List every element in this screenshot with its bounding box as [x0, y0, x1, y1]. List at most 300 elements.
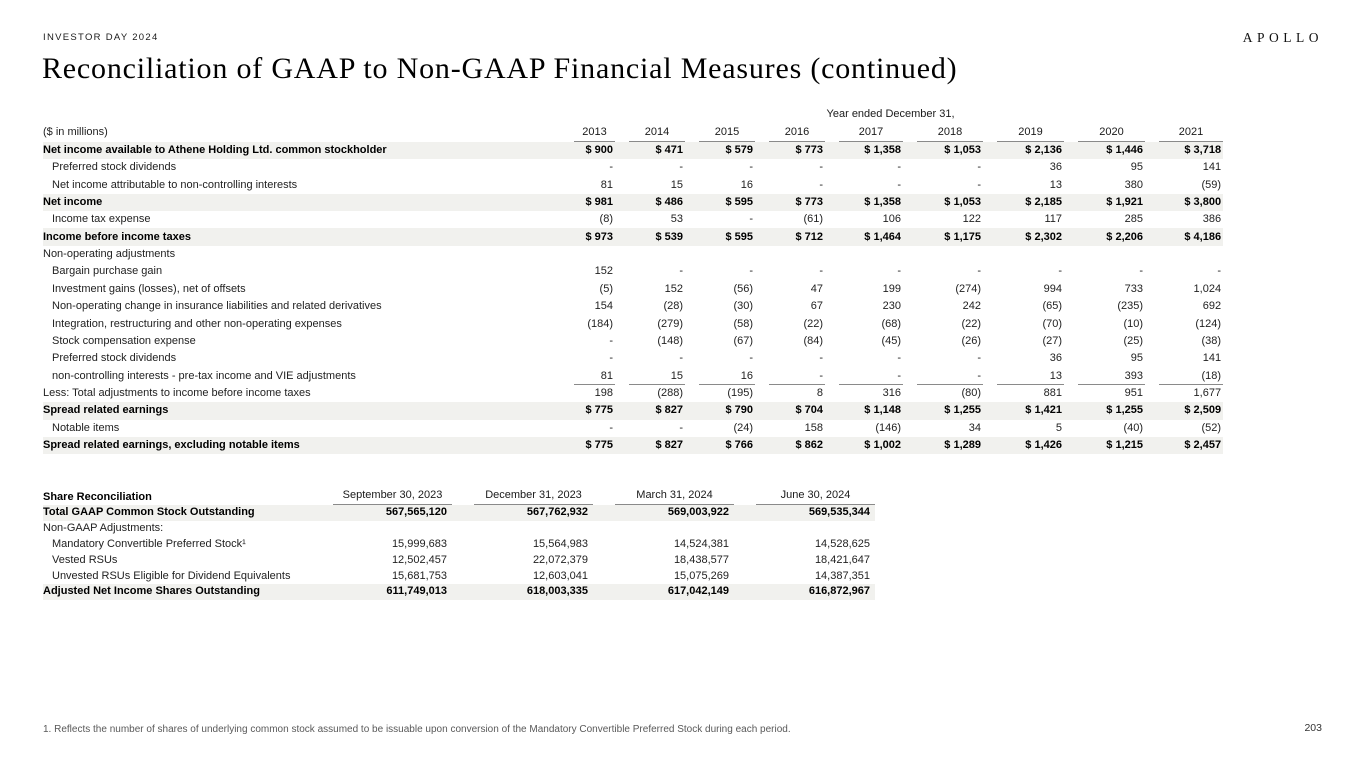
row-value	[615, 281, 685, 298]
row-value	[825, 142, 903, 159]
row-value	[560, 176, 615, 193]
value-text: 34	[968, 421, 981, 434]
value-text: 1,024	[1193, 282, 1222, 295]
row-value: 12,502,457	[391, 553, 447, 566]
value-text: $ 1,421	[1025, 404, 1062, 417]
row-value	[983, 298, 1064, 315]
table-row	[43, 437, 1223, 454]
value-text: 122	[962, 213, 981, 226]
year-label: 2021	[1159, 126, 1223, 142]
row-value	[1145, 402, 1223, 419]
value-text: (18)	[1159, 368, 1223, 385]
row-value	[755, 367, 825, 384]
value-text: $ 3,800	[1184, 195, 1222, 208]
value-text: $ 712	[795, 230, 823, 243]
value-text: (148)	[657, 334, 683, 347]
year-ended-header: Year ended December 31,	[826, 108, 955, 121]
row-value	[825, 194, 903, 211]
value-text: (24)	[733, 421, 753, 434]
value-text: 393	[1078, 368, 1145, 385]
row-value	[825, 263, 903, 280]
row-value	[903, 159, 983, 176]
value-text: -	[609, 161, 613, 174]
row-value	[1145, 420, 1223, 437]
row-value: 569,003,922	[593, 505, 734, 521]
value-text: (27)	[1042, 334, 1062, 347]
table-row	[43, 333, 1223, 350]
row-value	[983, 333, 1064, 350]
row-value	[685, 298, 755, 315]
row-value	[983, 263, 1064, 280]
value-text: $ 471	[655, 143, 683, 156]
investor-day-label: INVESTOR DAY 2024	[43, 32, 159, 43]
row-label: Non-operating change in insurance liabilities and related derivatives	[52, 300, 382, 313]
row-value	[560, 350, 615, 367]
value-text: $ 790	[725, 404, 753, 417]
row-value	[1064, 194, 1145, 211]
value-text: -	[609, 421, 613, 434]
row-value	[825, 402, 903, 419]
row-value	[685, 350, 755, 367]
year-label: 2016	[769, 126, 825, 142]
value-text: $ 862	[795, 439, 823, 452]
row-value	[1064, 263, 1145, 280]
row-value	[903, 246, 983, 263]
value-text: 316	[882, 387, 901, 399]
value-text: 152	[664, 282, 683, 295]
row-value	[755, 228, 825, 245]
date-label: September 30, 2023	[333, 489, 452, 505]
row-value	[825, 211, 903, 228]
apollo-logo: APOLLO	[1242, 30, 1323, 45]
value-text: 16	[699, 368, 755, 385]
table-row	[43, 568, 875, 584]
share-header-row	[43, 489, 875, 505]
row-value	[903, 367, 983, 384]
value-text: -	[977, 178, 981, 191]
value-text: 36	[1049, 352, 1062, 365]
value-text: (61)	[803, 213, 823, 226]
row-value	[615, 211, 685, 228]
value-text: $ 2,302	[1025, 230, 1062, 243]
value-text: -	[749, 352, 753, 365]
row-label: Less: Total adjustments to income before income taxes	[43, 387, 311, 399]
value-text: (184)	[587, 317, 613, 330]
row-value	[825, 367, 903, 384]
value-text: $ 1,446	[1106, 143, 1143, 156]
value-text: -	[977, 352, 981, 365]
share-table-title: Share Reconciliation	[43, 490, 152, 503]
value-text: (25)	[1123, 334, 1143, 347]
value-text: $ 704	[795, 404, 823, 417]
row-value	[983, 420, 1064, 437]
year-column-header	[685, 124, 755, 141]
row-value	[615, 194, 685, 211]
row-value	[755, 420, 825, 437]
row-label: Integration, restructuring and other non-operating expenses	[52, 317, 342, 330]
row-value	[1145, 176, 1223, 193]
row-value	[1064, 420, 1145, 437]
value-text: 13	[997, 368, 1064, 385]
value-text: $ 1,148	[864, 404, 901, 417]
row-value: 617,042,149	[593, 584, 734, 600]
row-value: 567,565,120	[311, 505, 452, 521]
row-label: Income tax expense	[52, 213, 151, 226]
row-value	[1064, 367, 1145, 384]
value-text: (22)	[803, 317, 823, 330]
row-value	[560, 420, 615, 437]
row-value	[452, 521, 593, 537]
value-text: $ 2,206	[1106, 230, 1143, 243]
page-title: Reconciliation of GAAP to Non-GAAP Financial Measures (continued)	[42, 52, 958, 85]
row-value	[685, 211, 755, 228]
row-label: Spread related earnings, excluding notable items	[43, 437, 560, 454]
row-value: 569,535,344	[734, 505, 875, 521]
value-text: $ 827	[655, 404, 683, 417]
row-value	[560, 367, 615, 384]
year-column-header	[1064, 124, 1145, 141]
row-value	[615, 437, 685, 454]
year-label: 2013	[574, 126, 615, 142]
value-text: 5	[1055, 421, 1062, 434]
row-value	[903, 211, 983, 228]
row-label: Spread related earnings	[43, 402, 560, 419]
year-label: 2020	[1078, 126, 1145, 142]
row-value	[1145, 228, 1223, 245]
row-value	[825, 315, 903, 332]
row-value	[560, 385, 615, 402]
value-text: 15	[670, 178, 683, 191]
row-value	[983, 142, 1064, 159]
table-row	[43, 159, 1223, 176]
row-value	[983, 437, 1064, 454]
value-text: (288)	[657, 387, 683, 399]
row-value	[615, 263, 685, 280]
row-value	[983, 176, 1064, 193]
value-text: 994	[1043, 282, 1062, 295]
table-row	[43, 315, 1223, 332]
table-row	[43, 142, 1223, 159]
row-value	[755, 281, 825, 298]
row-label: Investment gains (losses), net of offsets	[52, 282, 246, 295]
row-value: 15,999,683	[391, 537, 447, 550]
value-text: $ 539	[655, 230, 683, 243]
row-value	[1064, 437, 1145, 454]
row-value	[685, 263, 755, 280]
value-text: -	[897, 265, 901, 278]
value-text: -	[819, 265, 823, 278]
row-label: Unvested RSUs Eligible for Dividend Equivalents	[52, 569, 291, 582]
row-label: Total GAAP Common Stock Outstanding	[43, 505, 311, 521]
row-value	[560, 142, 615, 159]
value-text: (26)	[961, 334, 981, 347]
row-value	[1064, 176, 1145, 193]
row-value	[825, 228, 903, 245]
value-text: 81	[574, 368, 615, 385]
row-value	[903, 263, 983, 280]
row-value	[685, 194, 755, 211]
row-value	[560, 211, 615, 228]
value-text: (195)	[727, 387, 753, 399]
value-text: $ 1,175	[944, 230, 981, 243]
value-text: (56)	[733, 282, 753, 295]
value-text: (5)	[599, 282, 613, 295]
value-text: -	[917, 368, 983, 385]
row-value: 611,749,013	[311, 584, 452, 600]
row-value	[903, 350, 983, 367]
value-text: $ 2,457	[1184, 439, 1222, 452]
value-text: $ 900	[585, 143, 613, 156]
row-value	[685, 385, 755, 402]
value-text: -	[749, 265, 753, 278]
date-column-header	[593, 489, 734, 505]
row-value	[983, 211, 1064, 228]
value-text: -	[679, 421, 683, 434]
row-value	[615, 246, 685, 263]
value-text: 117	[1044, 213, 1062, 226]
row-value	[615, 402, 685, 419]
row-value	[1064, 142, 1145, 159]
value-text: 81	[600, 178, 613, 191]
value-text: $ 1,289	[944, 439, 981, 452]
value-text: (124)	[1195, 317, 1222, 330]
row-value	[755, 402, 825, 419]
row-label: Income before income taxes	[43, 228, 560, 245]
table-row	[43, 211, 1223, 228]
row-value	[1064, 281, 1145, 298]
value-text: 47	[810, 282, 823, 295]
row-value	[903, 194, 983, 211]
row-value	[685, 437, 755, 454]
value-text: $ 1,215	[1106, 439, 1143, 452]
row-value	[983, 385, 1064, 402]
row-value	[903, 142, 983, 159]
row-value: 18,438,577	[673, 553, 729, 566]
row-value: 616,872,967	[734, 584, 875, 600]
row-value	[560, 228, 615, 245]
row-value	[825, 420, 903, 437]
value-text: (279)	[657, 317, 683, 330]
value-text: 380	[1124, 178, 1143, 191]
year-label: 2017	[839, 126, 903, 142]
row-value	[1064, 211, 1145, 228]
row-value	[903, 315, 983, 332]
value-text: $ 1,426	[1025, 439, 1062, 452]
value-text: -	[819, 161, 823, 174]
page-number: 203	[1304, 722, 1322, 734]
row-label: non-controlling interests - pre-tax income and VIE adjustments	[52, 369, 356, 382]
row-value	[755, 211, 825, 228]
value-text: 141	[1202, 352, 1222, 365]
value-text: (146)	[875, 421, 901, 434]
row-value	[685, 367, 755, 384]
value-text: (59)	[1201, 178, 1222, 191]
value-text: $ 1,255	[944, 404, 981, 417]
value-text: 285	[1124, 213, 1143, 226]
row-value	[1145, 298, 1223, 315]
value-text: (68)	[881, 317, 901, 330]
value-text: 95	[1130, 161, 1143, 174]
row-value	[593, 521, 734, 537]
value-text: (58)	[733, 317, 753, 330]
value-text: 152	[594, 265, 613, 278]
table-row	[43, 552, 875, 568]
row-value	[685, 246, 755, 263]
value-text: 36	[1049, 161, 1062, 174]
value-text: 951	[1124, 387, 1143, 399]
date-label: June 30, 2024	[756, 489, 875, 505]
row-value	[1064, 246, 1145, 263]
row-value	[1145, 437, 1223, 454]
row-value	[685, 228, 755, 245]
value-text: 158	[804, 421, 823, 434]
value-text: $ 3,718	[1184, 143, 1222, 156]
row-value	[983, 315, 1064, 332]
value-text: (84)	[803, 334, 823, 347]
table-row	[43, 420, 1223, 437]
row-value	[825, 333, 903, 350]
row-value: 14,528,625	[814, 537, 870, 550]
value-text: $ 1,255	[1106, 404, 1143, 417]
row-value	[1064, 333, 1145, 350]
row-value	[685, 402, 755, 419]
value-text: $ 2,509	[1184, 404, 1222, 417]
value-text: $ 486	[655, 195, 683, 208]
value-text: -	[897, 161, 901, 174]
row-value	[1145, 211, 1223, 228]
row-value	[734, 521, 875, 537]
value-text: 16	[740, 178, 753, 191]
value-text: 692	[1202, 300, 1222, 313]
spacer-cell	[43, 106, 560, 124]
row-value	[755, 142, 825, 159]
row-value	[615, 315, 685, 332]
table-row	[43, 521, 875, 537]
row-label: Non-GAAP Adjustments:	[43, 522, 164, 535]
date-label: December 31, 2023	[474, 489, 593, 505]
row-value	[1064, 315, 1145, 332]
row-value	[615, 385, 685, 402]
row-label: Net income attributable to non-controlling interests	[52, 178, 298, 191]
row-value	[615, 333, 685, 350]
row-value: 15,564,983	[532, 537, 588, 550]
row-value	[1145, 263, 1223, 280]
row-value	[825, 385, 903, 402]
row-value	[1145, 281, 1223, 298]
row-value	[983, 194, 1064, 211]
year-column-header	[560, 124, 615, 141]
year-label: 2018	[917, 126, 983, 142]
value-text: -	[977, 161, 981, 174]
year-header-row	[43, 124, 1223, 141]
value-text: -	[679, 265, 683, 278]
row-value	[1145, 194, 1223, 211]
value-text: (70)	[1042, 317, 1062, 330]
value-text: 67	[810, 300, 823, 313]
year-column-header	[1145, 124, 1223, 141]
value-text: $ 981	[585, 195, 613, 208]
table-row	[43, 281, 1223, 298]
value-text: -	[897, 352, 901, 365]
year-column-header	[983, 124, 1064, 141]
row-value	[825, 350, 903, 367]
value-text: 230	[882, 300, 901, 313]
row-value	[1145, 333, 1223, 350]
row-value	[903, 333, 983, 350]
row-value	[1064, 350, 1145, 367]
row-label: Vested RSUs	[52, 553, 118, 566]
row-value	[1064, 159, 1145, 176]
row-value: 14,387,351	[814, 569, 870, 582]
value-text: 242	[962, 300, 981, 313]
row-value	[903, 385, 983, 402]
row-value	[755, 437, 825, 454]
row-label: Mandatory Convertible Preferred Stock¹	[52, 537, 246, 550]
row-value	[685, 142, 755, 159]
table-row	[43, 385, 1223, 402]
row-value	[903, 281, 983, 298]
row-value: 618,003,335	[452, 584, 593, 600]
row-value	[560, 315, 615, 332]
value-text: (38)	[1201, 334, 1222, 347]
value-text: (80)	[961, 387, 981, 399]
row-value	[755, 176, 825, 193]
row-value	[560, 437, 615, 454]
row-value	[903, 402, 983, 419]
row-value	[615, 420, 685, 437]
value-text: (235)	[1117, 300, 1143, 313]
row-value	[1145, 246, 1223, 263]
table-row	[43, 537, 875, 553]
row-value	[615, 228, 685, 245]
value-text: (28)	[663, 300, 683, 313]
value-text: (274)	[955, 282, 981, 295]
value-text: $ 773	[795, 143, 823, 156]
row-value	[615, 367, 685, 384]
value-text: -	[679, 161, 683, 174]
value-text: $ 595	[725, 230, 753, 243]
date-label: March 31, 2024	[615, 489, 734, 505]
row-value	[615, 176, 685, 193]
row-value	[755, 263, 825, 280]
row-value	[755, 315, 825, 332]
date-column-header	[311, 489, 452, 505]
year-column-header	[825, 124, 903, 141]
table-row	[43, 402, 1223, 419]
row-value	[1064, 298, 1145, 315]
value-text: 733	[1124, 282, 1143, 295]
footnote: 1. Reflects the number of shares of underlying common stock assumed to be issuable upon conversion of the Mandatory Convertible Preferred Stock during each period.	[43, 724, 791, 735]
year-label: 2019	[997, 126, 1064, 142]
row-value	[755, 159, 825, 176]
row-value	[311, 521, 452, 537]
value-text: (52)	[1201, 421, 1222, 434]
row-value	[1145, 350, 1223, 367]
row-value	[1145, 159, 1223, 176]
value-text: (22)	[961, 317, 981, 330]
row-value	[825, 298, 903, 315]
value-text: (10)	[1123, 317, 1143, 330]
value-text: 199	[882, 282, 901, 295]
row-value: 567,762,932	[452, 505, 593, 521]
row-value	[685, 176, 755, 193]
value-text: $ 1,358	[864, 143, 901, 156]
row-value	[560, 194, 615, 211]
row-value	[1145, 142, 1223, 159]
value-text: -	[819, 178, 823, 191]
row-label: Bargain purchase gain	[52, 265, 163, 278]
value-text: -	[819, 352, 823, 365]
